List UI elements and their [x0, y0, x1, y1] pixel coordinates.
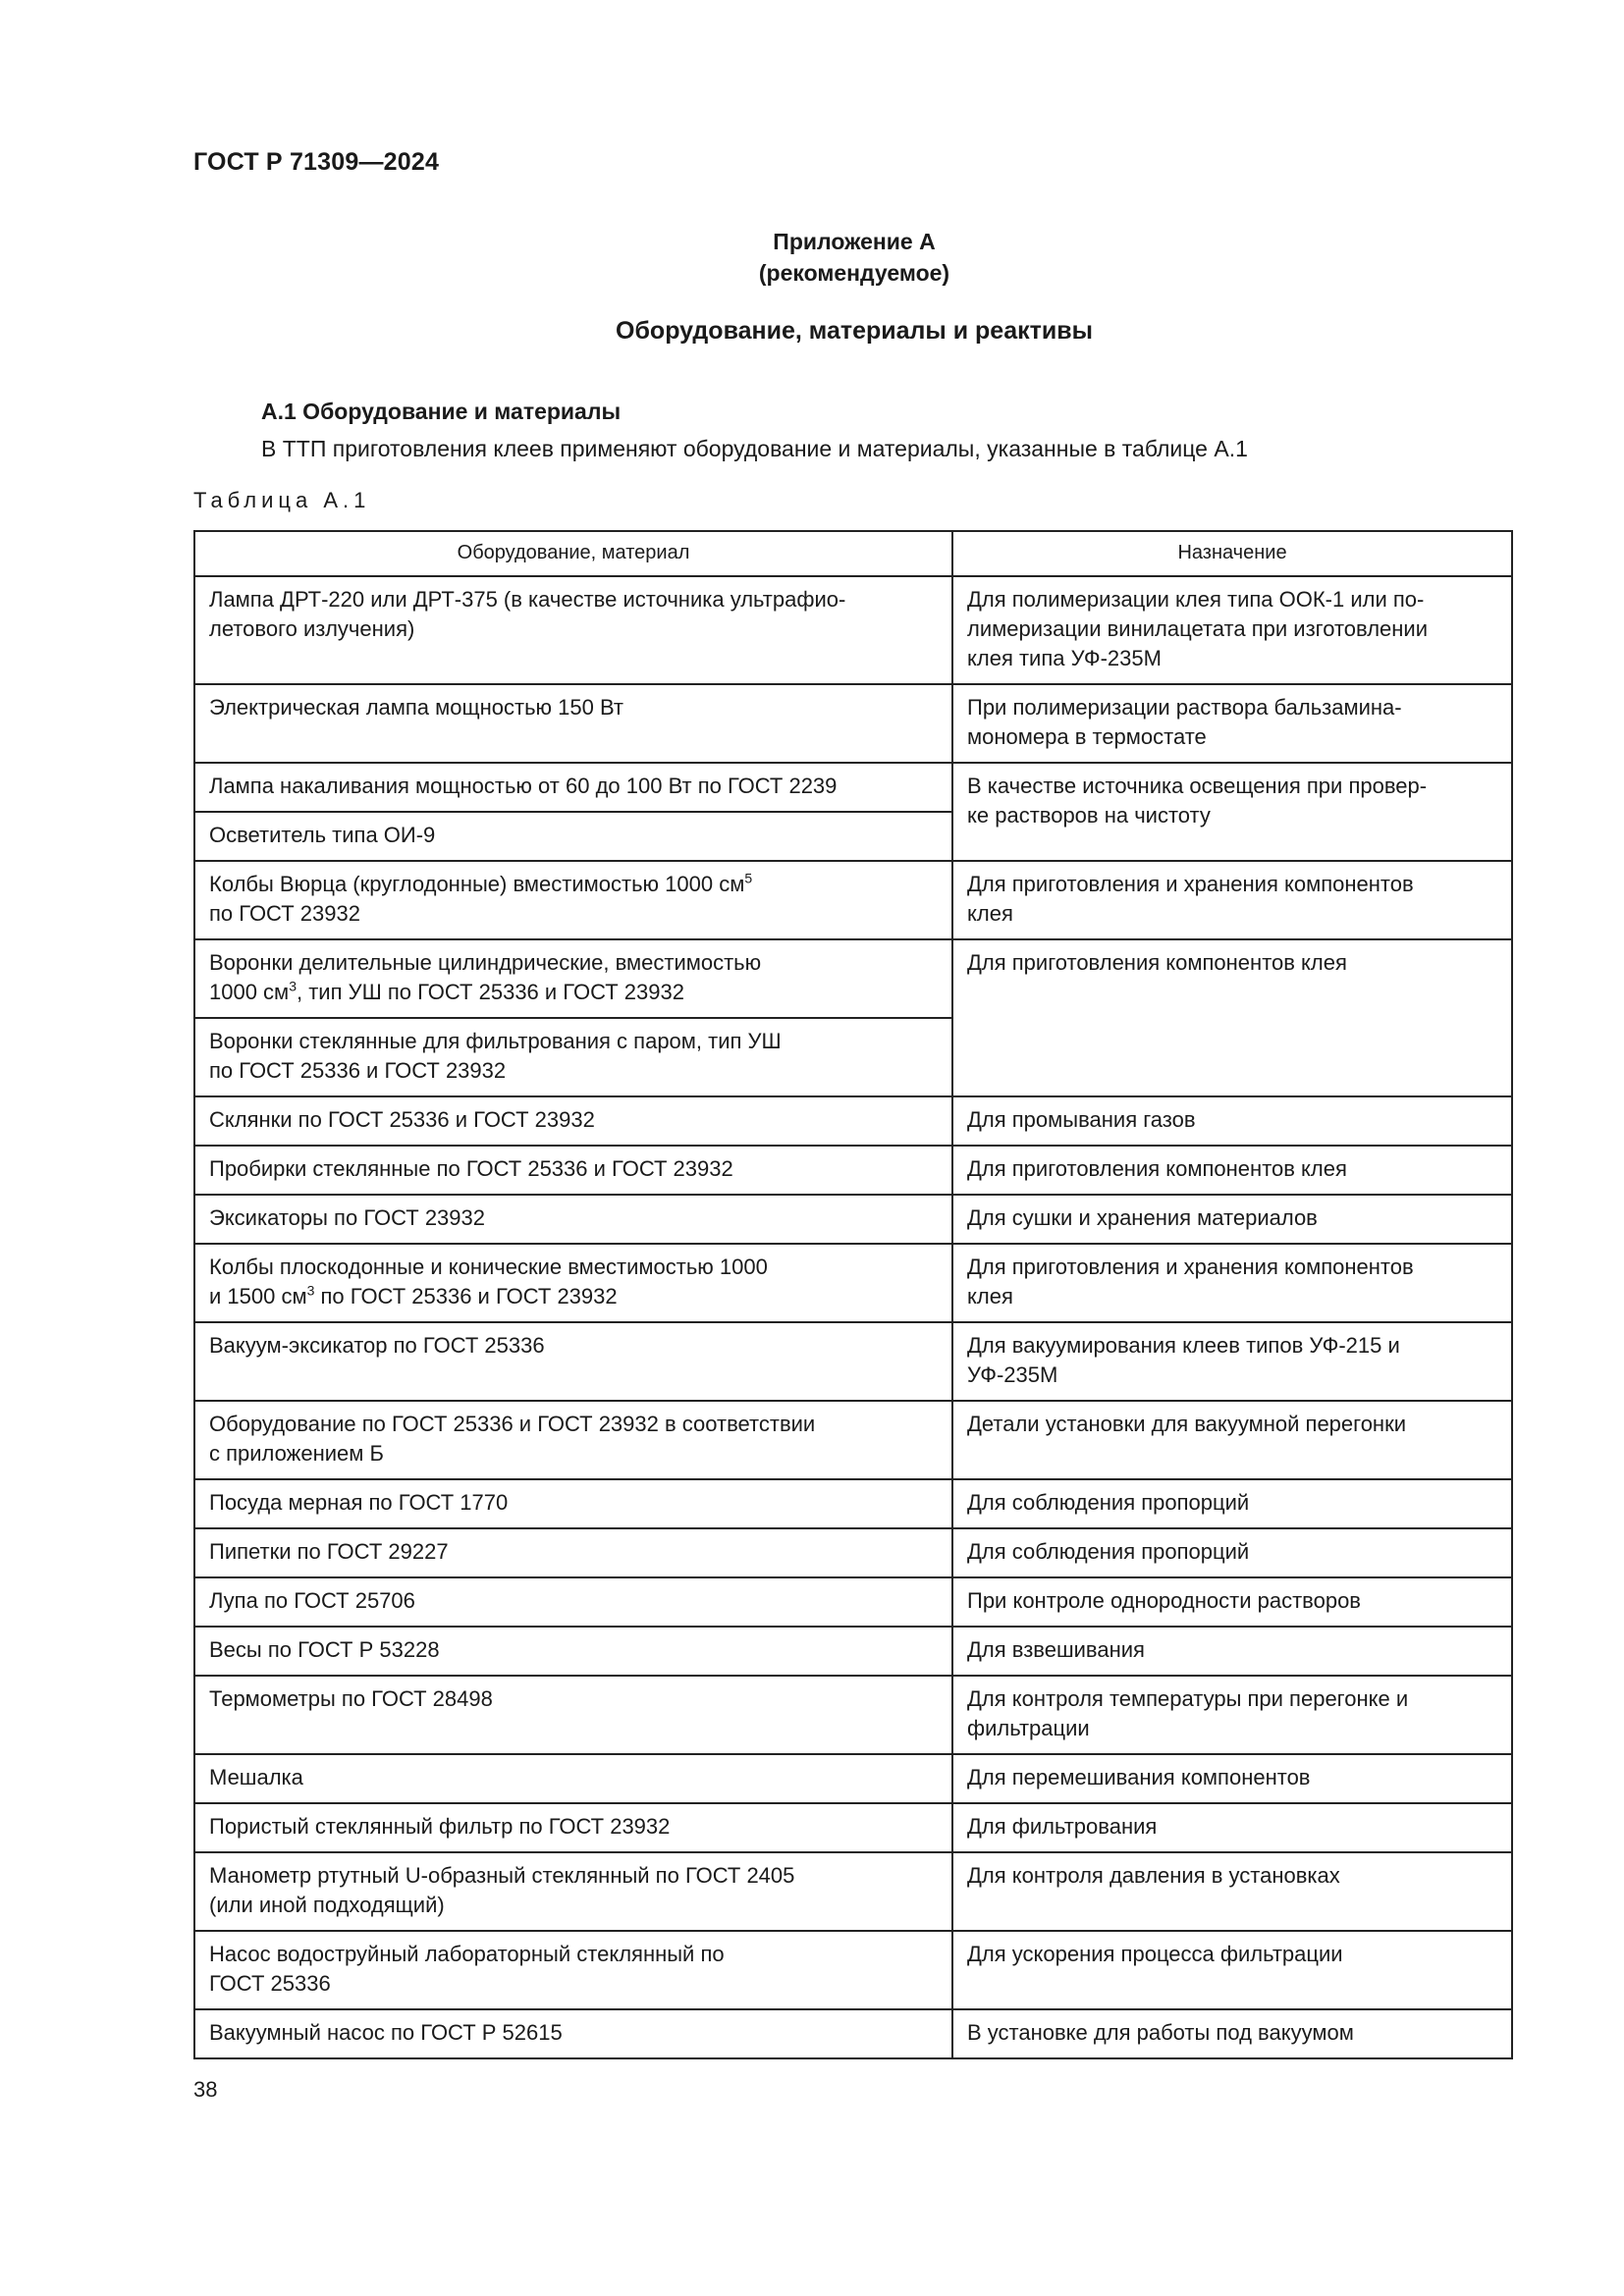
purpose-cell: Для приготовления компонентов клея	[952, 939, 1512, 1096]
appendix-heading	[0, 226, 1624, 289]
purpose-cell: В качестве источника освещения при провер- ке растворов на чистоту	[952, 763, 1512, 861]
equipment-cell: Осветитель типа ОИ-9	[194, 812, 952, 861]
intro-paragraph: В ТТП приготовления клеев применяют оборудование и материалы, указанные в таблице А.1	[261, 436, 1248, 461]
purpose-cell: Для ускорения процесса фильтрации	[952, 1931, 1512, 2009]
appendix-title: Приложение А	[773, 229, 936, 254]
document-id: ГОСТ Р 71309—2024	[193, 148, 440, 176]
purpose-cell: Детали установки для вакуумной перегонки	[952, 1401, 1512, 1479]
purpose-cell: Для полимеризации клея типа ООК-1 или по- лимеризации винилацетата при изготовлении клея типа УФ-235М	[952, 576, 1512, 684]
table-row	[194, 1479, 1512, 1528]
equipment-cell: Насос водоструйный лабораторный стеклянный по ГОСТ 25336	[194, 1931, 952, 2009]
equipment-cell: Лампа ДРТ-220 или ДРТ-375 (в качестве источника ультрафио- летового излучения)	[194, 576, 952, 684]
column-header-purpose: Назначение	[952, 531, 1512, 576]
table-row	[194, 684, 1512, 763]
equipment-cell: Воронки стеклянные для фильтрования с паром, тип УШ по ГОСТ 25336 и ГОСТ 23932	[194, 1018, 952, 1096]
superscript: 3	[289, 978, 297, 994]
purpose-cell: Для соблюдения пропорций	[952, 1528, 1512, 1577]
equipment-cell: Склянки по ГОСТ 25336 и ГОСТ 23932	[194, 1096, 952, 1146]
equipment-text: Колбы Вюрца (круглодонные) вместимостью 1000 см	[209, 872, 745, 896]
purpose-cell: Для контроля температуры при перегонке и фильтрации	[952, 1676, 1512, 1754]
table-row	[194, 1577, 1512, 1627]
page-number: 38	[193, 2077, 218, 2102]
purpose-cell: Для приготовления и хранения компонентов клея	[952, 861, 1512, 939]
table-row	[194, 1676, 1512, 1754]
equipment-cell: Пористый стеклянный фильтр по ГОСТ 23932	[194, 1803, 952, 1852]
table-row	[194, 1852, 1512, 1931]
equipment-cell	[194, 861, 952, 939]
purpose-cell: Для перемешивания компонентов	[952, 1754, 1512, 1803]
table-row	[194, 1931, 1512, 2009]
purpose-cell: Для приготовления компонентов клея	[952, 1146, 1512, 1195]
purpose-cell: Для взвешивания	[952, 1627, 1512, 1676]
column-header-equipment: Оборудование, материал	[194, 531, 952, 576]
equipment-text: , тип УШ по ГОСТ 25336 и ГОСТ 23932	[296, 980, 684, 1004]
table-row	[194, 1096, 1512, 1146]
purpose-cell: При полимеризации раствора бальзамина- мономера в термостате	[952, 684, 1512, 763]
equipment-cell	[194, 1244, 952, 1322]
table-header-row	[194, 531, 1512, 576]
table-row	[194, 1803, 1512, 1852]
equipment-cell: Термометры по ГОСТ 28498	[194, 1676, 952, 1754]
equipment-cell: Пипетки по ГОСТ 29227	[194, 1528, 952, 1577]
purpose-cell: Для фильтрования	[952, 1803, 1512, 1852]
table-row	[194, 2009, 1512, 2058]
equipment-cell: Вакуум-эксикатор по ГОСТ 25336	[194, 1322, 952, 1401]
purpose-cell: Для сушки и хранения материалов	[952, 1195, 1512, 1244]
purpose-cell: Для промывания газов	[952, 1096, 1512, 1146]
superscript: 3	[306, 1282, 315, 1299]
equipment-text: Колбы плоскодонные и конические вместимостью 1000 и 1500 см	[209, 1255, 768, 1308]
purpose-cell: В установке для работы под вакуумом	[952, 2009, 1512, 2058]
table-row	[194, 1244, 1512, 1322]
table-row	[194, 576, 1512, 684]
table-row	[194, 1627, 1512, 1676]
table-row	[194, 1401, 1512, 1479]
equipment-cell: Пробирки стеклянные по ГОСТ 25336 и ГОСТ 23932	[194, 1146, 952, 1195]
equipment-cell: Манометр ртутный U-образный стеклянный по ГОСТ 2405 (или иной подходящий)	[194, 1852, 952, 1931]
appendix-subtitle: (рекомендуемое)	[758, 260, 950, 286]
table-caption: Таблица А.1	[193, 488, 371, 512]
equipment-cell	[194, 939, 952, 1018]
equipment-text: по ГОСТ 23932	[209, 901, 360, 926]
table-row	[194, 939, 1512, 1018]
equipment-cell: Электрическая лампа мощностью 150 Вт	[194, 684, 952, 763]
subsection-title: А.1 Оборудование и материалы	[261, 399, 622, 424]
equipment-text: по ГОСТ 25336 и ГОСТ 23932	[314, 1284, 618, 1308]
table-row	[194, 1322, 1512, 1401]
table-row	[194, 763, 1512, 812]
table-row	[194, 1754, 1512, 1803]
purpose-cell: Для соблюдения пропорций	[952, 1479, 1512, 1528]
equipment-cell: Оборудование по ГОСТ 25336 и ГОСТ 23932 в соответствии с приложением Б	[194, 1401, 952, 1479]
equipment-cell: Эксикаторы по ГОСТ 23932	[194, 1195, 952, 1244]
equipment-cell: Лампа накаливания мощностью от 60 до 100 Вт по ГОСТ 2239	[194, 763, 952, 812]
purpose-cell: Для приготовления и хранения компонентов клея	[952, 1244, 1512, 1322]
table-row	[194, 1195, 1512, 1244]
equipment-cell: Мешалка	[194, 1754, 952, 1803]
table-row	[194, 1146, 1512, 1195]
table-row	[194, 861, 1512, 939]
equipment-text: Воронки делительные цилиндрические, вместимостью 1000 см	[209, 950, 762, 1004]
equipment-cell: Вакуумный насос по ГОСТ Р 52615	[194, 2009, 952, 2058]
purpose-cell: Для вакуумирования клеев типов УФ-215 и УФ-235М	[952, 1322, 1512, 1401]
table-row	[194, 1528, 1512, 1577]
superscript: 5	[744, 870, 753, 886]
equipment-table	[193, 530, 1513, 2059]
equipment-cell: Посуда мерная по ГОСТ 1770	[194, 1479, 952, 1528]
section-title: Оборудование, материалы и реактивы	[616, 317, 1093, 345]
equipment-cell: Лупа по ГОСТ 25706	[194, 1577, 952, 1627]
purpose-cell: Для контроля давления в установках	[952, 1852, 1512, 1931]
purpose-cell: При контроле однородности растворов	[952, 1577, 1512, 1627]
equipment-cell: Весы по ГОСТ Р 53228	[194, 1627, 952, 1676]
